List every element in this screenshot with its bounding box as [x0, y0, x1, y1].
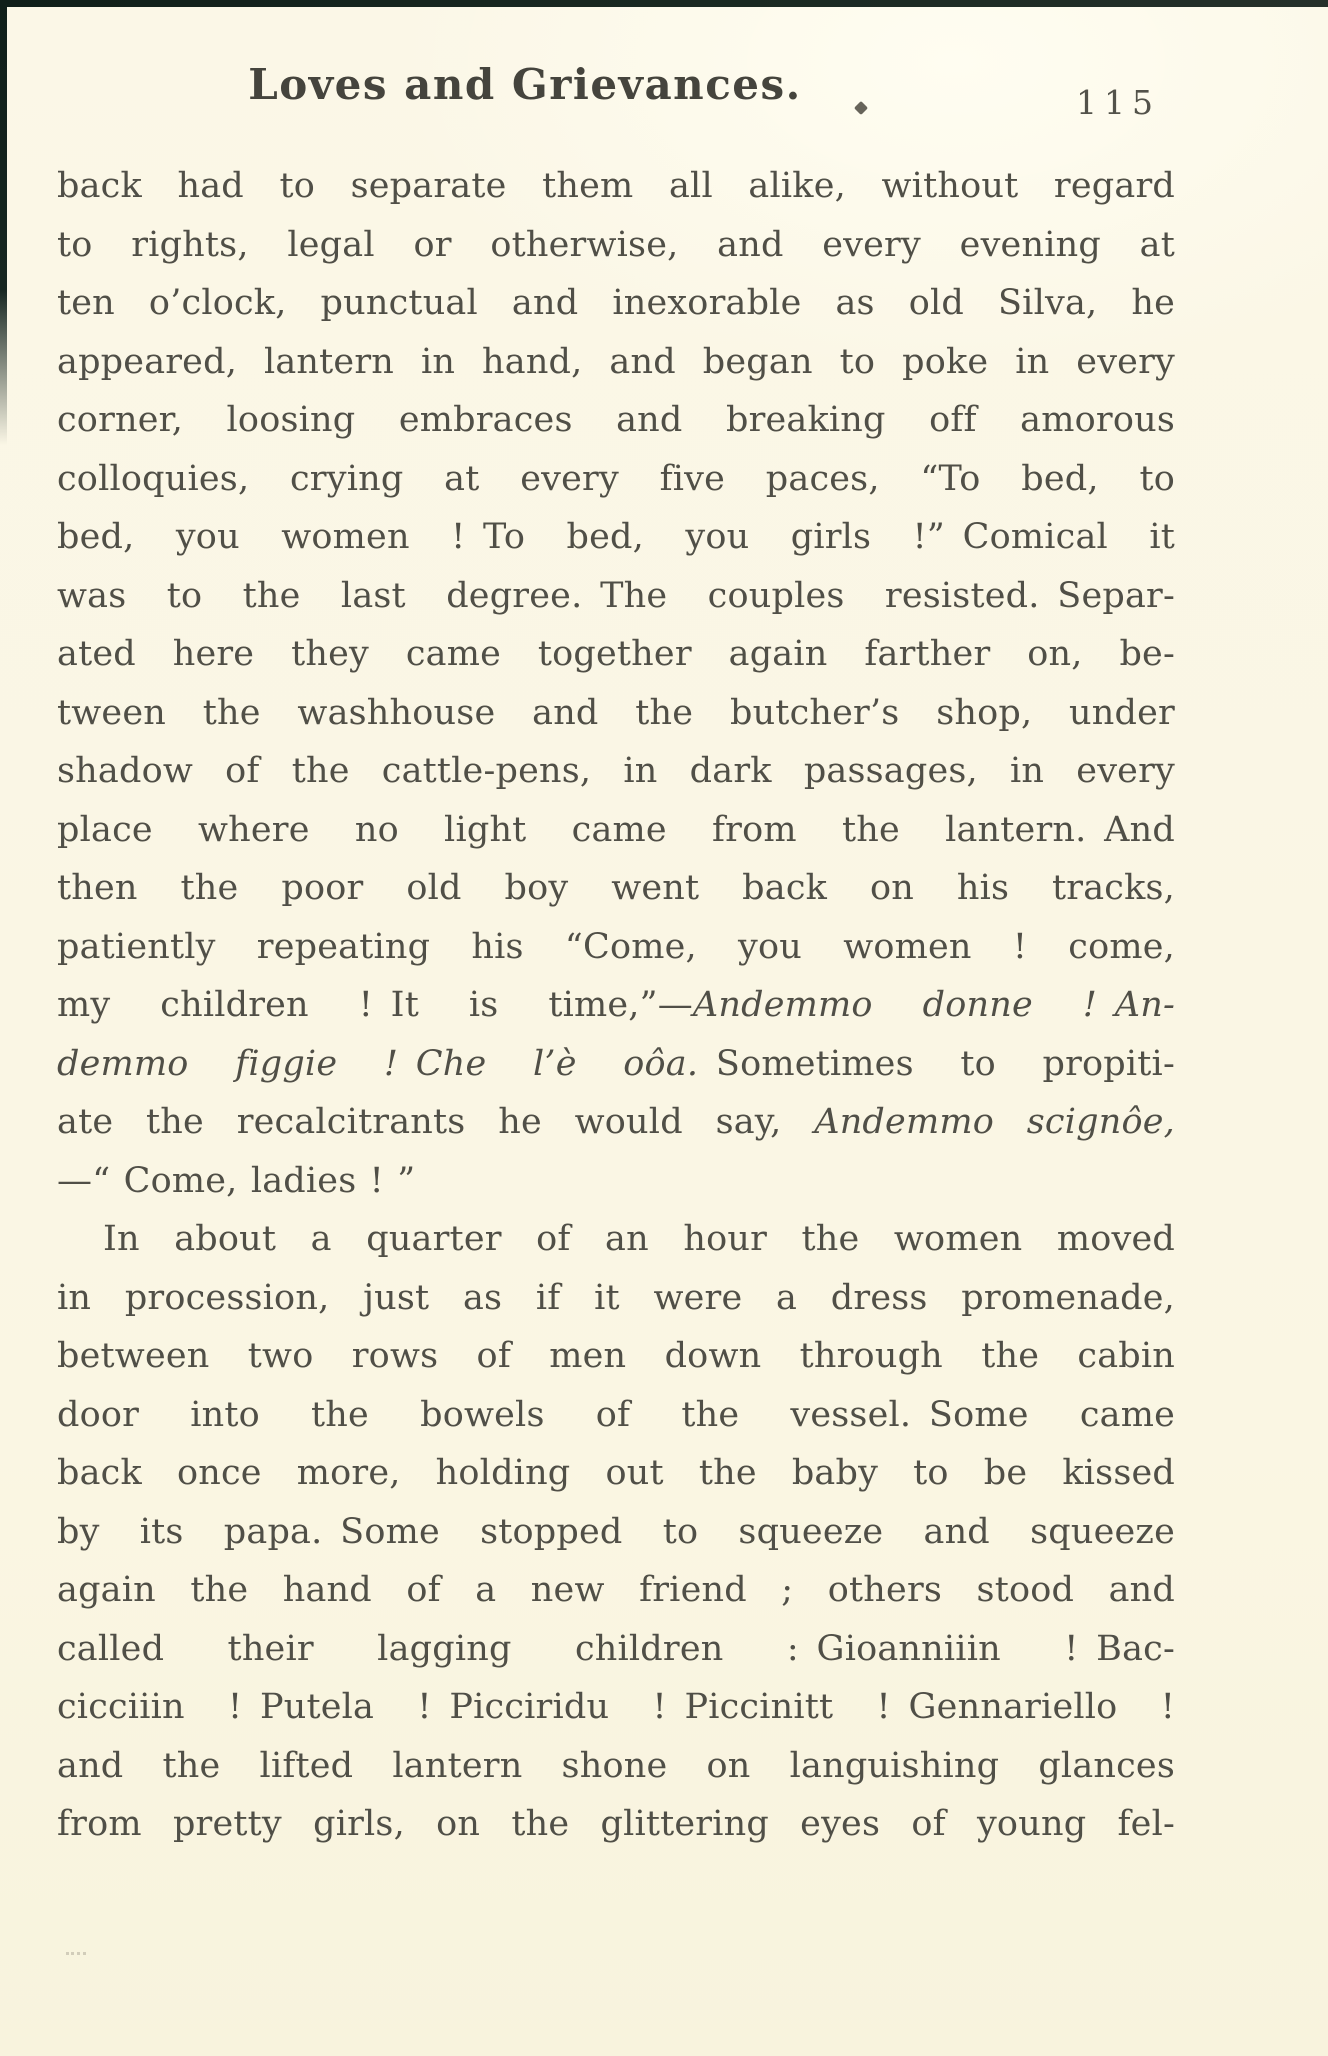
text-segment: called their lagging children : Gioanniiin ! Bac- — [57, 1628, 1175, 1669]
scan-edge-left — [0, 0, 7, 445]
scan-edge-top — [0, 0, 1328, 7]
text-line — [57, 1093, 1175, 1152]
text-segment: shadow of the cattle-pens, in dark passages, in every — [57, 751, 1175, 791]
text-line — [57, 567, 1175, 626]
body-text — [57, 157, 1175, 1854]
text-segment: by its papa. Some stopped to squeeze and squeeze — [57, 1511, 1175, 1552]
text-line — [57, 391, 1175, 450]
scan-artifact — [66, 1952, 86, 1955]
text-line — [57, 801, 1175, 860]
text-line — [57, 1795, 1175, 1854]
text-line — [57, 216, 1175, 275]
text-line — [57, 1678, 1175, 1737]
text-line — [57, 1035, 1175, 1094]
text-line — [57, 508, 1175, 567]
text-segment: back had to separate them all alike, without regard — [57, 166, 1175, 206]
text-segment: ten o’clock, punctual and inexorable as old Silva, he — [57, 283, 1175, 323]
running-head-title: Loves and Grievances. — [248, 60, 802, 109]
text-segment: bed, you women ! To bed, you girls !” Comical it — [57, 517, 1175, 557]
text-line — [57, 1152, 1175, 1211]
text-segment: then the poor old boy went back on his tracks, — [57, 868, 1175, 908]
text-segment: and the lifted lantern shone on languishing glances — [57, 1745, 1175, 1786]
text-line — [57, 1210, 1175, 1269]
text-segment: appeared, lantern in hand, and began to poke in every — [57, 341, 1175, 382]
text-line — [57, 625, 1175, 684]
text-line — [57, 684, 1175, 743]
italic-text-segment: Andemmo scignôe, — [814, 1102, 1175, 1142]
text-segment: tween the washhouse and the butcher’s shop, under — [57, 692, 1175, 733]
text-segment: to rights, legal or otherwise, and every evening at — [57, 224, 1175, 265]
text-segment: colloquies, crying at every five paces, “To bed, to — [57, 458, 1175, 499]
text-line — [57, 274, 1175, 333]
text-segment: was to the last degree. The couples resisted. Separ- — [57, 575, 1175, 616]
text-segment: ated here they came together again farther on, be- — [57, 634, 1175, 674]
text-segment: patiently repeating his “Come, you women ! come, — [57, 926, 1175, 967]
page-number: 115 — [1076, 83, 1160, 122]
text-segment: in procession, just as if it were a dress promenade, — [57, 1277, 1175, 1318]
text-line — [57, 1620, 1175, 1679]
italic-text-segment: Andemmo donne ! An- — [692, 985, 1175, 1025]
text-line — [57, 1737, 1175, 1796]
text-line — [57, 1327, 1175, 1386]
text-line — [57, 918, 1175, 977]
text-segment: door into the bowels of the vessel. Some came — [57, 1394, 1175, 1435]
text-segment: from pretty girls, on the glittering eyes of young fel- — [57, 1804, 1175, 1844]
text-segment: again the hand of a new friend ; others stood and — [57, 1570, 1175, 1610]
text-segment: In about a quarter of an hour the women moved — [103, 1219, 1175, 1259]
text-segment: back once more, holding out the baby to be kissed — [57, 1453, 1175, 1493]
text-line — [57, 1503, 1175, 1562]
text-line — [57, 1386, 1175, 1445]
text-segment: corner, loosing embraces and breaking off amorous — [57, 400, 1175, 440]
italic-text-segment: demmo figgie ! Che l’è oôa. — [57, 1043, 699, 1084]
text-line — [57, 859, 1175, 918]
text-line — [57, 450, 1175, 509]
text-segment: cicciiin ! Putela ! Picciridu ! Piccinitt ! Gennariello ! — [57, 1687, 1175, 1727]
text-line — [57, 1269, 1175, 1328]
text-line — [57, 157, 1175, 216]
text-segment: ate the recalcitrants he would say, — [57, 1102, 815, 1142]
text-segment: place where no light came from the lantern. And — [57, 809, 1175, 850]
text-segment: Sometimes to propiti- — [698, 1043, 1175, 1084]
text-line — [57, 742, 1175, 801]
text-segment: between two rows of men down through the cabin — [57, 1336, 1175, 1376]
text-line — [57, 1561, 1175, 1620]
text-segment: —“ Come, ladies ! ” — [57, 1160, 416, 1201]
text-segment: my children ! It is time,”— — [57, 985, 693, 1025]
text-line — [57, 333, 1175, 392]
text-line — [57, 1444, 1175, 1503]
text-line — [57, 976, 1175, 1035]
